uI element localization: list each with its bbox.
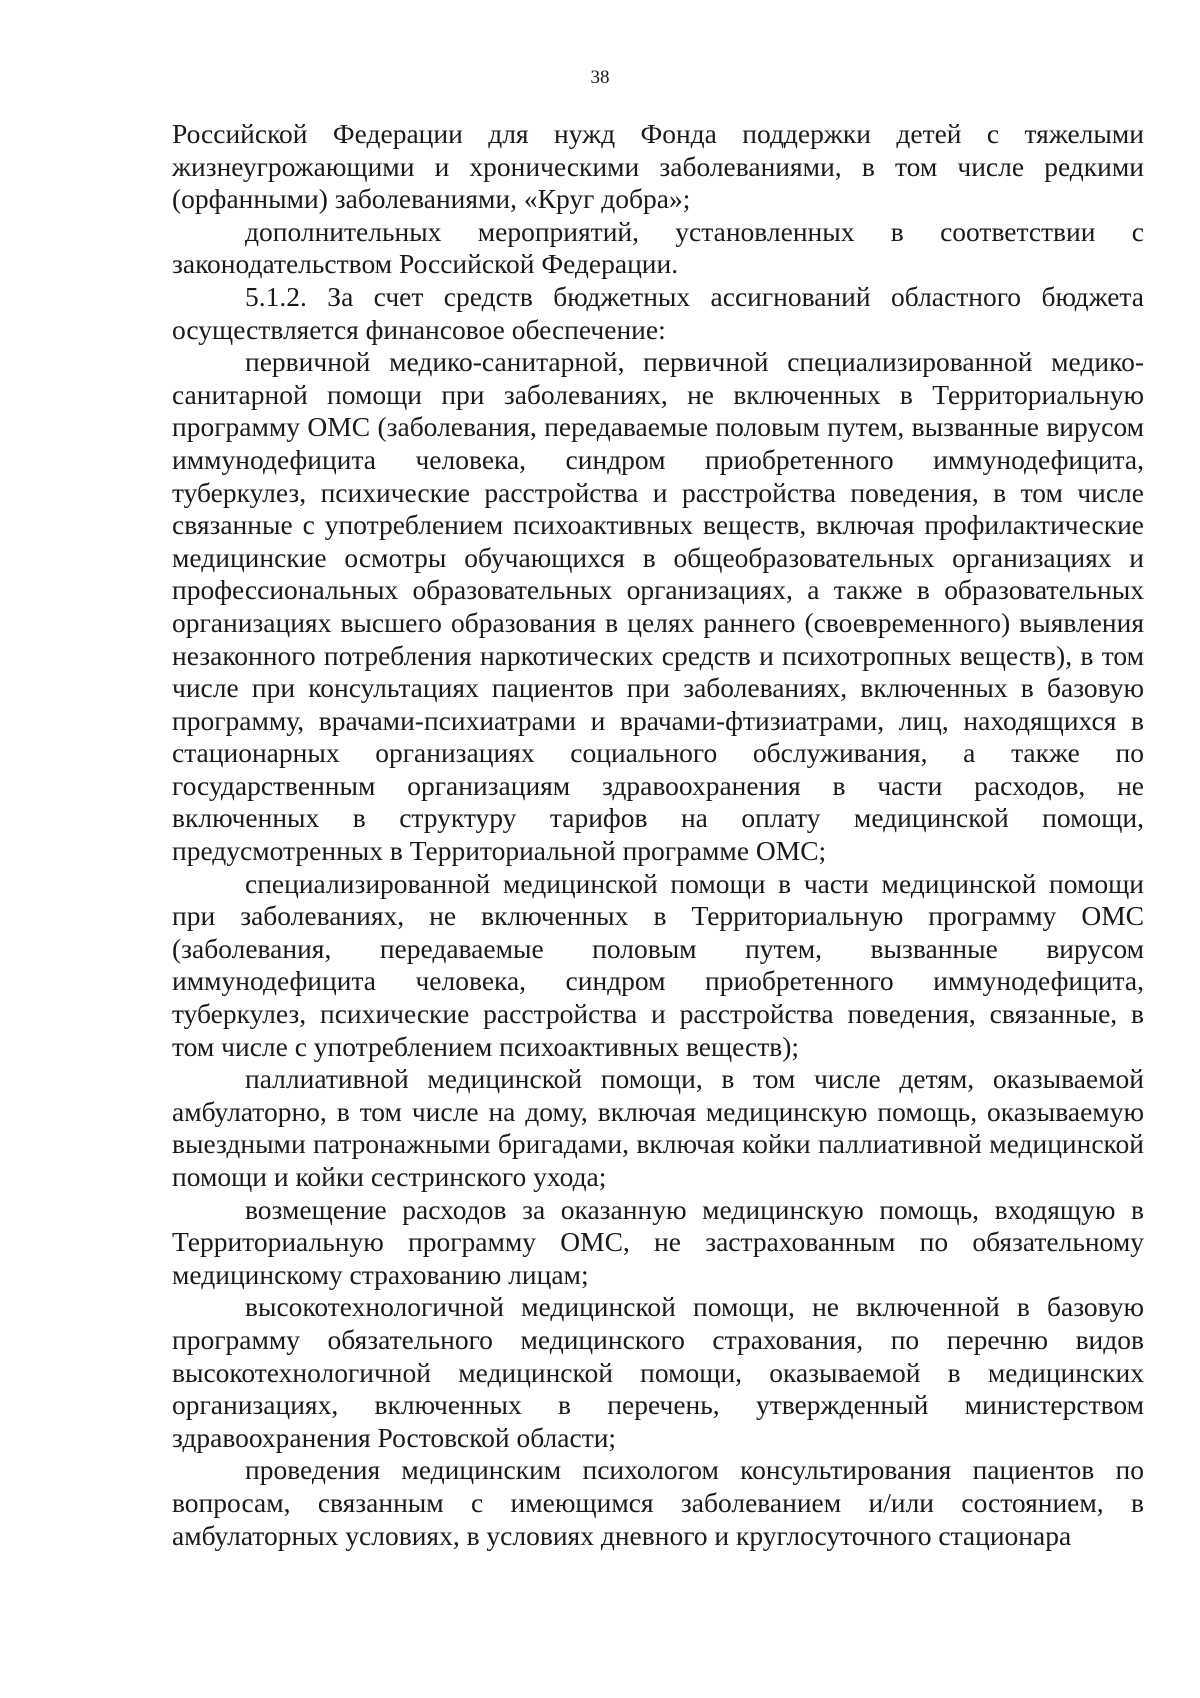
paragraph-6: паллиативной медицинской помощи, в том числе детям, оказываемой амбулаторно, в том числе на дому, включая медицинскую помощь, оказываемую выездными патронажными бригадами, включая койки паллиативной медицинской помощи и койки сестринского ухода;	[172, 1063, 1144, 1192]
document-body	[172, 118, 1144, 1552]
paragraph-9: проведения медицинским психологом консультирования пациентов по вопросам, связанным с имеющимся заболеванием и/или состоянием, в амбулаторных условиях, в условиях дневного и круглосуточного стационара	[172, 1454, 1144, 1551]
paragraph-3: 5.1.2. За счет средств бюджетных ассигнований областного бюджета осуществляется финансовое обеспечение:	[172, 280, 1144, 345]
page-number: 38	[590, 67, 610, 88]
paragraph-1: Российской Федерации для нужд Фонда поддержки детей с тяжелыми жизнеугрожающими и хроническими заболеваниями, в том числе редкими (орфанными) заболеваниями, «Круг добра»;	[172, 118, 1144, 215]
paragraph-8: высокотехнологичной медицинской помощи, не включенной в базовую программу обязательного медицинского страхования, по перечню видов высокотехнологичной медицинской помощи, оказываемой в медицинских организациях, включенных в перечень, утвержденный министерством здравоохранения Ростовской области;	[172, 1291, 1144, 1453]
paragraph-2: дополнительных мероприятий, установленных в соответствии с законодательством Российской Федерации.	[172, 215, 1144, 280]
paragraph-4: первичной медико-санитарной, первичной специализированной медико-санитарной помощи при заболеваниях, не включенных в Территориальную программу ОМС (заболевания, передаваемые половым путем, вызванные вирусом иммунодефицита человека, синдром приобретенного иммунодефицита, туберкулез, психические расстройства и расстройства поведения, в том числе связанные с употреблением психоактивных веществ, включая профилактические медицинские осмотры обучающихся в общеобразовательных организациях и профессиональных образовательных организациях, а также в образовательных организациях высшего образования в целях раннего (своевременного) выявления незаконного потребления наркотических средств и психотропных веществ), в том числе при консультациях пациентов при заболеваниях, включенных в базовую программу, врачами-психиатрами и врачами-фтизиатрами, лиц, находящихся в стационарных организациях социального обслуживания, а также по государственным организациям здравоохранения в части расходов, не включенных в структуру тарифов на оплату медицинской помощи, предусмотренных в Территориальной программе ОМС;	[172, 346, 1144, 867]
paragraph-5: специализированной медицинской помощи в части медицинской помощи при заболеваниях, не включенных в Территориальную программу ОМС (заболевания, передаваемые половым путем, вызванные вирусом иммунодефицита человека, синдром приобретенного иммунодефицита, туберкулез, психические расстройства и расстройства поведения, связанные, в том числе с употреблением психоактивных веществ);	[172, 867, 1144, 1062]
paragraph-7: возмещение расходов за оказанную медицинскую помощь, входящую в Территориальную программу ОМС, не застрахованным по обязательному медицинскому страхованию лицам;	[172, 1193, 1144, 1290]
